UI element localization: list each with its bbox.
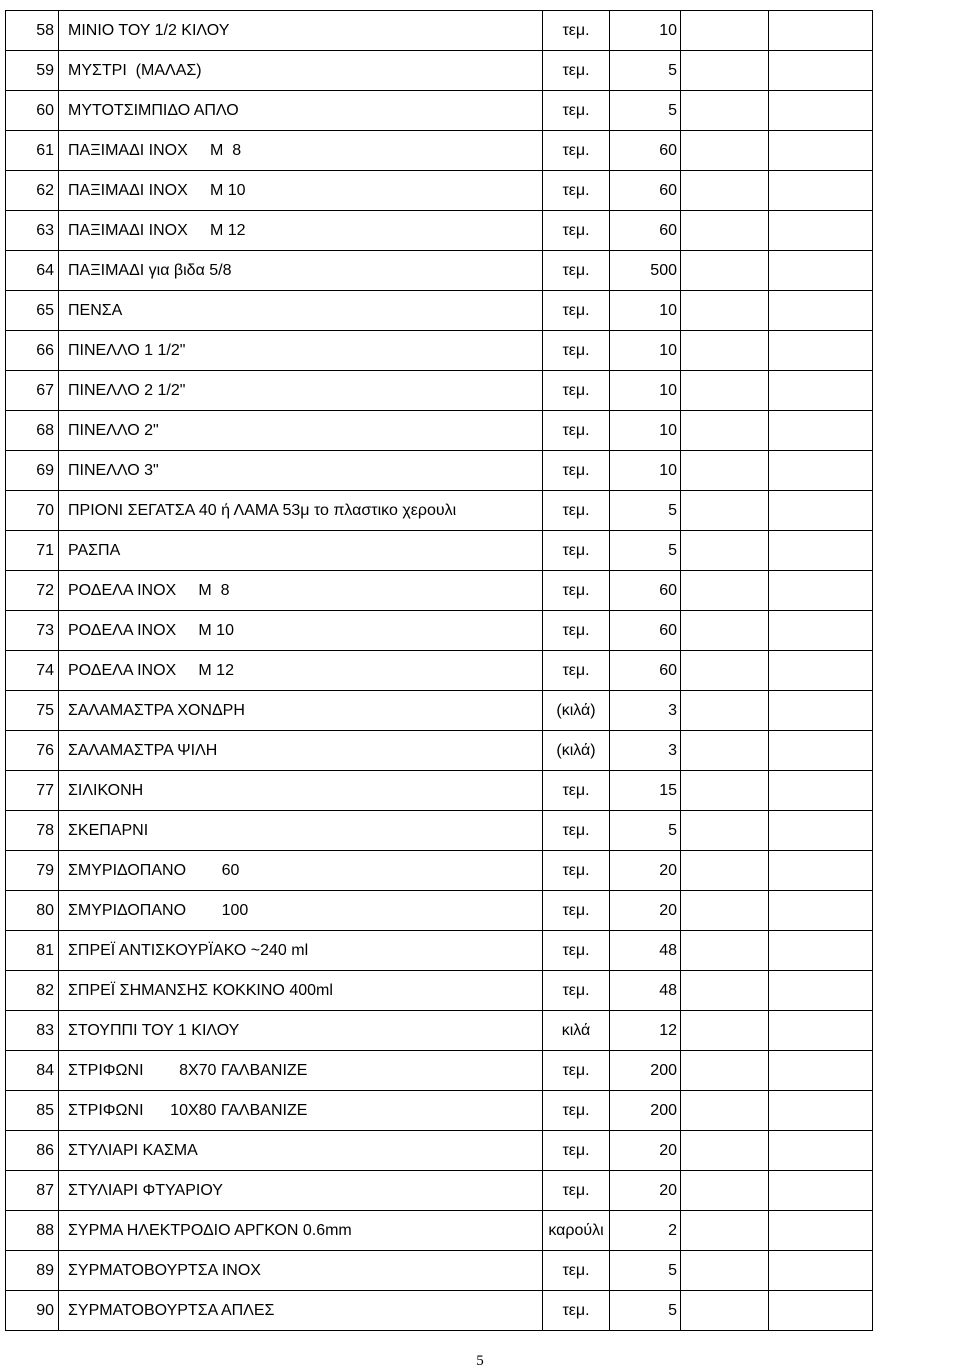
table-row: [6, 11, 873, 51]
empty-total-cell: [769, 1011, 873, 1051]
item-number-cell: 65: [6, 291, 59, 331]
table-row: [6, 931, 873, 971]
empty-price-cell: [681, 51, 769, 91]
item-number-cell: 58: [6, 11, 59, 51]
item-description-cell: ΠΑΞΙΜΑΔΙ ΙΝΟΧ Μ 8: [59, 131, 543, 171]
item-quantity-cell: 20: [610, 1171, 681, 1211]
item-unit-cell: τεμ.: [543, 11, 610, 51]
item-unit-cell: τεμ.: [543, 771, 610, 811]
empty-price-cell: [681, 451, 769, 491]
item-quantity-cell: 20: [610, 851, 681, 891]
item-number-cell: 69: [6, 451, 59, 491]
item-number-cell: 87: [6, 1171, 59, 1211]
item-description-cell: ΣΠΡΕΪ ΣΗΜΑΝΣΗΣ ΚΟΚΚΙΝΟ 400ml: [59, 971, 543, 1011]
item-quantity-cell: 10: [610, 291, 681, 331]
item-unit-cell: τεμ.: [543, 171, 610, 211]
table-row: [6, 331, 873, 371]
item-unit-cell: τεμ.: [543, 211, 610, 251]
item-number-cell: 80: [6, 891, 59, 931]
table-row: [6, 571, 873, 611]
empty-price-cell: [681, 211, 769, 251]
item-number-cell: 83: [6, 1011, 59, 1051]
empty-price-cell: [681, 1091, 769, 1131]
empty-price-cell: [681, 691, 769, 731]
empty-total-cell: [769, 1091, 873, 1131]
item-quantity-cell: 10: [610, 11, 681, 51]
empty-price-cell: [681, 331, 769, 371]
item-description-cell: ΣΜΥΡΙΔΟΠΑΝΟ 60: [59, 851, 543, 891]
empty-total-cell: [769, 331, 873, 371]
empty-price-cell: [681, 851, 769, 891]
table-row: [6, 251, 873, 291]
item-quantity-cell: 60: [610, 171, 681, 211]
item-unit-cell: τεμ.: [543, 651, 610, 691]
item-number-cell: 62: [6, 171, 59, 211]
empty-total-cell: [769, 571, 873, 611]
item-unit-cell: τεμ.: [543, 371, 610, 411]
item-number-cell: 64: [6, 251, 59, 291]
item-unit-cell: τεμ.: [543, 1051, 610, 1091]
item-description-cell: ΣΤΡΙΦΩΝΙ 8Χ70 ΓΑΛΒΑΝΙΖΕ: [59, 1051, 543, 1091]
item-description-cell: ΣΥΡΜΑ ΗΛΕΚΤΡΟΔΙΟ ΑΡΓΚΟΝ 0.6mm: [59, 1211, 543, 1251]
item-quantity-cell: 500: [610, 251, 681, 291]
empty-total-cell: [769, 371, 873, 411]
empty-total-cell: [769, 651, 873, 691]
item-quantity-cell: 200: [610, 1091, 681, 1131]
empty-price-cell: [681, 571, 769, 611]
table-row: [6, 371, 873, 411]
items-table: [5, 10, 873, 1331]
item-unit-cell: κιλά: [543, 1011, 610, 1051]
empty-price-cell: [681, 971, 769, 1011]
item-description-cell: ΠΕΝΣΑ: [59, 291, 543, 331]
item-description-cell: ΣΤΟΥΠΠΙ ΤΟΥ 1 ΚΙΛΟΥ: [59, 1011, 543, 1051]
page-number: 5: [476, 1353, 484, 1369]
item-number-cell: 75: [6, 691, 59, 731]
empty-total-cell: [769, 531, 873, 571]
item-number-cell: 66: [6, 331, 59, 371]
empty-total-cell: [769, 211, 873, 251]
item-description-cell: ΣΤΥΛΙΑΡΙ ΦΤΥΑΡΙΟΥ: [59, 1171, 543, 1211]
table-row: [6, 171, 873, 211]
item-unit-cell: (κιλά): [543, 691, 610, 731]
empty-price-cell: [681, 931, 769, 971]
item-quantity-cell: 5: [610, 531, 681, 571]
item-description-cell: ΣΑΛΑΜΑΣΤΡΑ ΨΙΛΗ: [59, 731, 543, 771]
item-unit-cell: τεμ.: [543, 331, 610, 371]
item-unit-cell: τεμ.: [543, 571, 610, 611]
empty-total-cell: [769, 291, 873, 331]
item-description-cell: ΣΑΛΑΜΑΣΤΡΑ ΧΟΝΔΡΗ: [59, 691, 543, 731]
empty-total-cell: [769, 611, 873, 651]
empty-price-cell: [681, 1171, 769, 1211]
table-row: [6, 211, 873, 251]
item-description-cell: ΠΙΝΕΛΛΟ 2": [59, 411, 543, 451]
empty-total-cell: [769, 491, 873, 531]
table-row: [6, 651, 873, 691]
item-quantity-cell: 48: [610, 931, 681, 971]
table-row: [6, 691, 873, 731]
empty-price-cell: [681, 411, 769, 451]
table-row: [6, 291, 873, 331]
empty-price-cell: [681, 891, 769, 931]
empty-total-cell: [769, 131, 873, 171]
empty-total-cell: [769, 11, 873, 51]
item-unit-cell: τεμ.: [543, 491, 610, 531]
item-number-cell: 82: [6, 971, 59, 1011]
item-number-cell: 79: [6, 851, 59, 891]
item-unit-cell: τεμ.: [543, 131, 610, 171]
empty-total-cell: [769, 931, 873, 971]
empty-total-cell: [769, 771, 873, 811]
empty-total-cell: [769, 411, 873, 451]
item-description-cell: ΣΥΡΜΑΤΟΒΟΥΡΤΣΑ ΙΝΟΧ: [59, 1251, 543, 1291]
empty-total-cell: [769, 1211, 873, 1251]
item-description-cell: ΠΑΞΙΜΑΔΙ για βιδα 5/8: [59, 251, 543, 291]
empty-price-cell: [681, 291, 769, 331]
table-row: [6, 1091, 873, 1131]
table-row: [6, 771, 873, 811]
empty-price-cell: [681, 811, 769, 851]
empty-total-cell: [769, 91, 873, 131]
item-unit-cell: τεμ.: [543, 411, 610, 451]
item-description-cell: ΠΑΞΙΜΑΔΙ ΙΝΟΧ Μ 10: [59, 171, 543, 211]
item-quantity-cell: 48: [610, 971, 681, 1011]
item-description-cell: ΠΙΝΕΛΛΟ 3": [59, 451, 543, 491]
item-description-cell: ΡΑΣΠΑ: [59, 531, 543, 571]
item-quantity-cell: 200: [610, 1051, 681, 1091]
item-unit-cell: τεμ.: [543, 531, 610, 571]
table-row: [6, 411, 873, 451]
item-number-cell: 89: [6, 1251, 59, 1291]
table-row: [6, 611, 873, 651]
item-number-cell: 81: [6, 931, 59, 971]
table-row: [6, 131, 873, 171]
empty-total-cell: [769, 691, 873, 731]
table-row: [6, 1131, 873, 1171]
item-quantity-cell: 5: [610, 811, 681, 851]
item-unit-cell: τεμ.: [543, 251, 610, 291]
item-quantity-cell: 10: [610, 371, 681, 411]
item-description-cell: ΡΟΔΕΛΑ ΙΝΟΧ Μ 12: [59, 651, 543, 691]
table-row: [6, 1171, 873, 1211]
item-number-cell: 78: [6, 811, 59, 851]
table-row: [6, 51, 873, 91]
item-quantity-cell: 60: [610, 611, 681, 651]
table-row: [6, 1291, 873, 1331]
empty-price-cell: [681, 491, 769, 531]
item-unit-cell: τεμ.: [543, 1091, 610, 1131]
empty-price-cell: [681, 371, 769, 411]
empty-total-cell: [769, 891, 873, 931]
item-quantity-cell: 5: [610, 91, 681, 131]
item-number-cell: 90: [6, 1291, 59, 1331]
item-quantity-cell: 60: [610, 131, 681, 171]
empty-total-cell: [769, 251, 873, 291]
empty-price-cell: [681, 651, 769, 691]
item-number-cell: 71: [6, 531, 59, 571]
item-quantity-cell: 5: [610, 1251, 681, 1291]
empty-price-cell: [681, 131, 769, 171]
item-quantity-cell: 10: [610, 331, 681, 371]
item-unit-cell: τεμ.: [543, 1171, 610, 1211]
item-quantity-cell: 10: [610, 451, 681, 491]
empty-price-cell: [681, 91, 769, 131]
item-description-cell: ΣΤΡΙΦΩΝΙ 10Χ80 ΓΑΛΒΑΝΙΖΕ: [59, 1091, 543, 1131]
item-unit-cell: τεμ.: [543, 451, 610, 491]
item-quantity-cell: 20: [610, 1131, 681, 1171]
item-description-cell: ΣΥΡΜΑΤΟΒΟΥΡΤΣΑ ΑΠΛΕΣ: [59, 1291, 543, 1331]
item-number-cell: 68: [6, 411, 59, 451]
empty-total-cell: [769, 811, 873, 851]
item-unit-cell: τεμ.: [543, 851, 610, 891]
item-quantity-cell: 5: [610, 51, 681, 91]
empty-total-cell: [769, 1131, 873, 1171]
empty-total-cell: [769, 171, 873, 211]
item-description-cell: ΣΚΕΠΑΡΝΙ: [59, 811, 543, 851]
empty-price-cell: [681, 171, 769, 211]
item-quantity-cell: 12: [610, 1011, 681, 1051]
item-number-cell: 84: [6, 1051, 59, 1091]
item-number-cell: 73: [6, 611, 59, 651]
item-number-cell: 74: [6, 651, 59, 691]
item-number-cell: 72: [6, 571, 59, 611]
item-number-cell: 85: [6, 1091, 59, 1131]
empty-total-cell: [769, 451, 873, 491]
item-number-cell: 86: [6, 1131, 59, 1171]
item-unit-cell: τεμ.: [543, 91, 610, 131]
item-number-cell: 76: [6, 731, 59, 771]
item-number-cell: 61: [6, 131, 59, 171]
empty-price-cell: [681, 731, 769, 771]
table-row: [6, 91, 873, 131]
item-description-cell: ΠΑΞΙΜΑΔΙ ΙΝΟΧ Μ 12: [59, 211, 543, 251]
item-quantity-cell: 20: [610, 891, 681, 931]
table-row: [6, 491, 873, 531]
item-unit-cell: τεμ.: [543, 1291, 610, 1331]
table-row: [6, 531, 873, 571]
item-description-cell: ΜΥΣΤΡΙ (ΜΑΛΑΣ): [59, 51, 543, 91]
item-unit-cell: καρούλι: [543, 1211, 610, 1251]
item-quantity-cell: 5: [610, 491, 681, 531]
item-description-cell: ΣΤΥΛΙΑΡΙ ΚΑΣΜΑ: [59, 1131, 543, 1171]
item-unit-cell: τεμ.: [543, 51, 610, 91]
table-body: [6, 11, 873, 1331]
item-description-cell: ΣΜΥΡΙΔΟΠΑΝΟ 100: [59, 891, 543, 931]
item-number-cell: 67: [6, 371, 59, 411]
item-unit-cell: τεμ.: [543, 931, 610, 971]
empty-price-cell: [681, 771, 769, 811]
table-row: [6, 451, 873, 491]
empty-total-cell: [769, 731, 873, 771]
item-quantity-cell: 2: [610, 1211, 681, 1251]
empty-price-cell: [681, 1051, 769, 1091]
item-number-cell: 70: [6, 491, 59, 531]
item-quantity-cell: 10: [610, 411, 681, 451]
item-number-cell: 63: [6, 211, 59, 251]
item-unit-cell: τεμ.: [543, 1251, 610, 1291]
empty-total-cell: [769, 51, 873, 91]
empty-price-cell: [681, 1011, 769, 1051]
item-unit-cell: τεμ.: [543, 1131, 610, 1171]
empty-price-cell: [681, 1291, 769, 1331]
item-number-cell: 59: [6, 51, 59, 91]
empty-price-cell: [681, 531, 769, 571]
item-description-cell: ΠΙΝΕΛΛΟ 2 1/2": [59, 371, 543, 411]
empty-price-cell: [681, 1131, 769, 1171]
empty-price-cell: [681, 611, 769, 651]
table-row: [6, 811, 873, 851]
empty-total-cell: [769, 1251, 873, 1291]
item-description-cell: ΜΥΤΟΤΣΙΜΠΙΔΟ ΑΠΛΟ: [59, 91, 543, 131]
empty-total-cell: [769, 971, 873, 1011]
empty-total-cell: [769, 1051, 873, 1091]
table-row: [6, 891, 873, 931]
item-unit-cell: τεμ.: [543, 611, 610, 651]
item-unit-cell: τεμ.: [543, 891, 610, 931]
table-row: [6, 971, 873, 1011]
table-row: [6, 1011, 873, 1051]
item-description-cell: ΡΟΔΕΛΑ ΙΝΟΧ Μ 8: [59, 571, 543, 611]
item-unit-cell: τεμ.: [543, 291, 610, 331]
table-row: [6, 1211, 873, 1251]
item-description-cell: ΡΟΔΕΛΑ ΙΝΟΧ Μ 10: [59, 611, 543, 651]
item-unit-cell: (κιλά): [543, 731, 610, 771]
empty-total-cell: [769, 851, 873, 891]
item-quantity-cell: 60: [610, 571, 681, 611]
item-number-cell: 77: [6, 771, 59, 811]
table-row: [6, 1051, 873, 1091]
empty-price-cell: [681, 1251, 769, 1291]
item-description-cell: ΜΙΝΙΟ ΤΟΥ 1/2 ΚΙΛΟΥ: [59, 11, 543, 51]
empty-total-cell: [769, 1171, 873, 1211]
item-unit-cell: τεμ.: [543, 971, 610, 1011]
item-quantity-cell: 15: [610, 771, 681, 811]
table-row: [6, 731, 873, 771]
item-quantity-cell: 5: [610, 1291, 681, 1331]
empty-price-cell: [681, 11, 769, 51]
empty-price-cell: [681, 251, 769, 291]
item-description-cell: ΣΙΛΙΚΟΝΗ: [59, 771, 543, 811]
item-description-cell: ΠΡΙΟΝΙ ΣΕΓΑΤΣΑ 40 ή ΛΑΜΑ 53μ το πλαστικο χερουλι: [59, 491, 543, 531]
table-row: [6, 1251, 873, 1291]
item-quantity-cell: 60: [610, 651, 681, 691]
empty-price-cell: [681, 1211, 769, 1251]
item-unit-cell: τεμ.: [543, 811, 610, 851]
item-number-cell: 88: [6, 1211, 59, 1251]
item-quantity-cell: 3: [610, 731, 681, 771]
item-description-cell: ΣΠΡΕΪ ΑΝΤΙΣΚΟΥΡΪΑΚΟ ~240 ml: [59, 931, 543, 971]
empty-total-cell: [769, 1291, 873, 1331]
item-number-cell: 60: [6, 91, 59, 131]
item-description-cell: ΠΙΝΕΛΛΟ 1 1/2": [59, 331, 543, 371]
table-row: [6, 851, 873, 891]
item-quantity-cell: 3: [610, 691, 681, 731]
item-quantity-cell: 60: [610, 211, 681, 251]
